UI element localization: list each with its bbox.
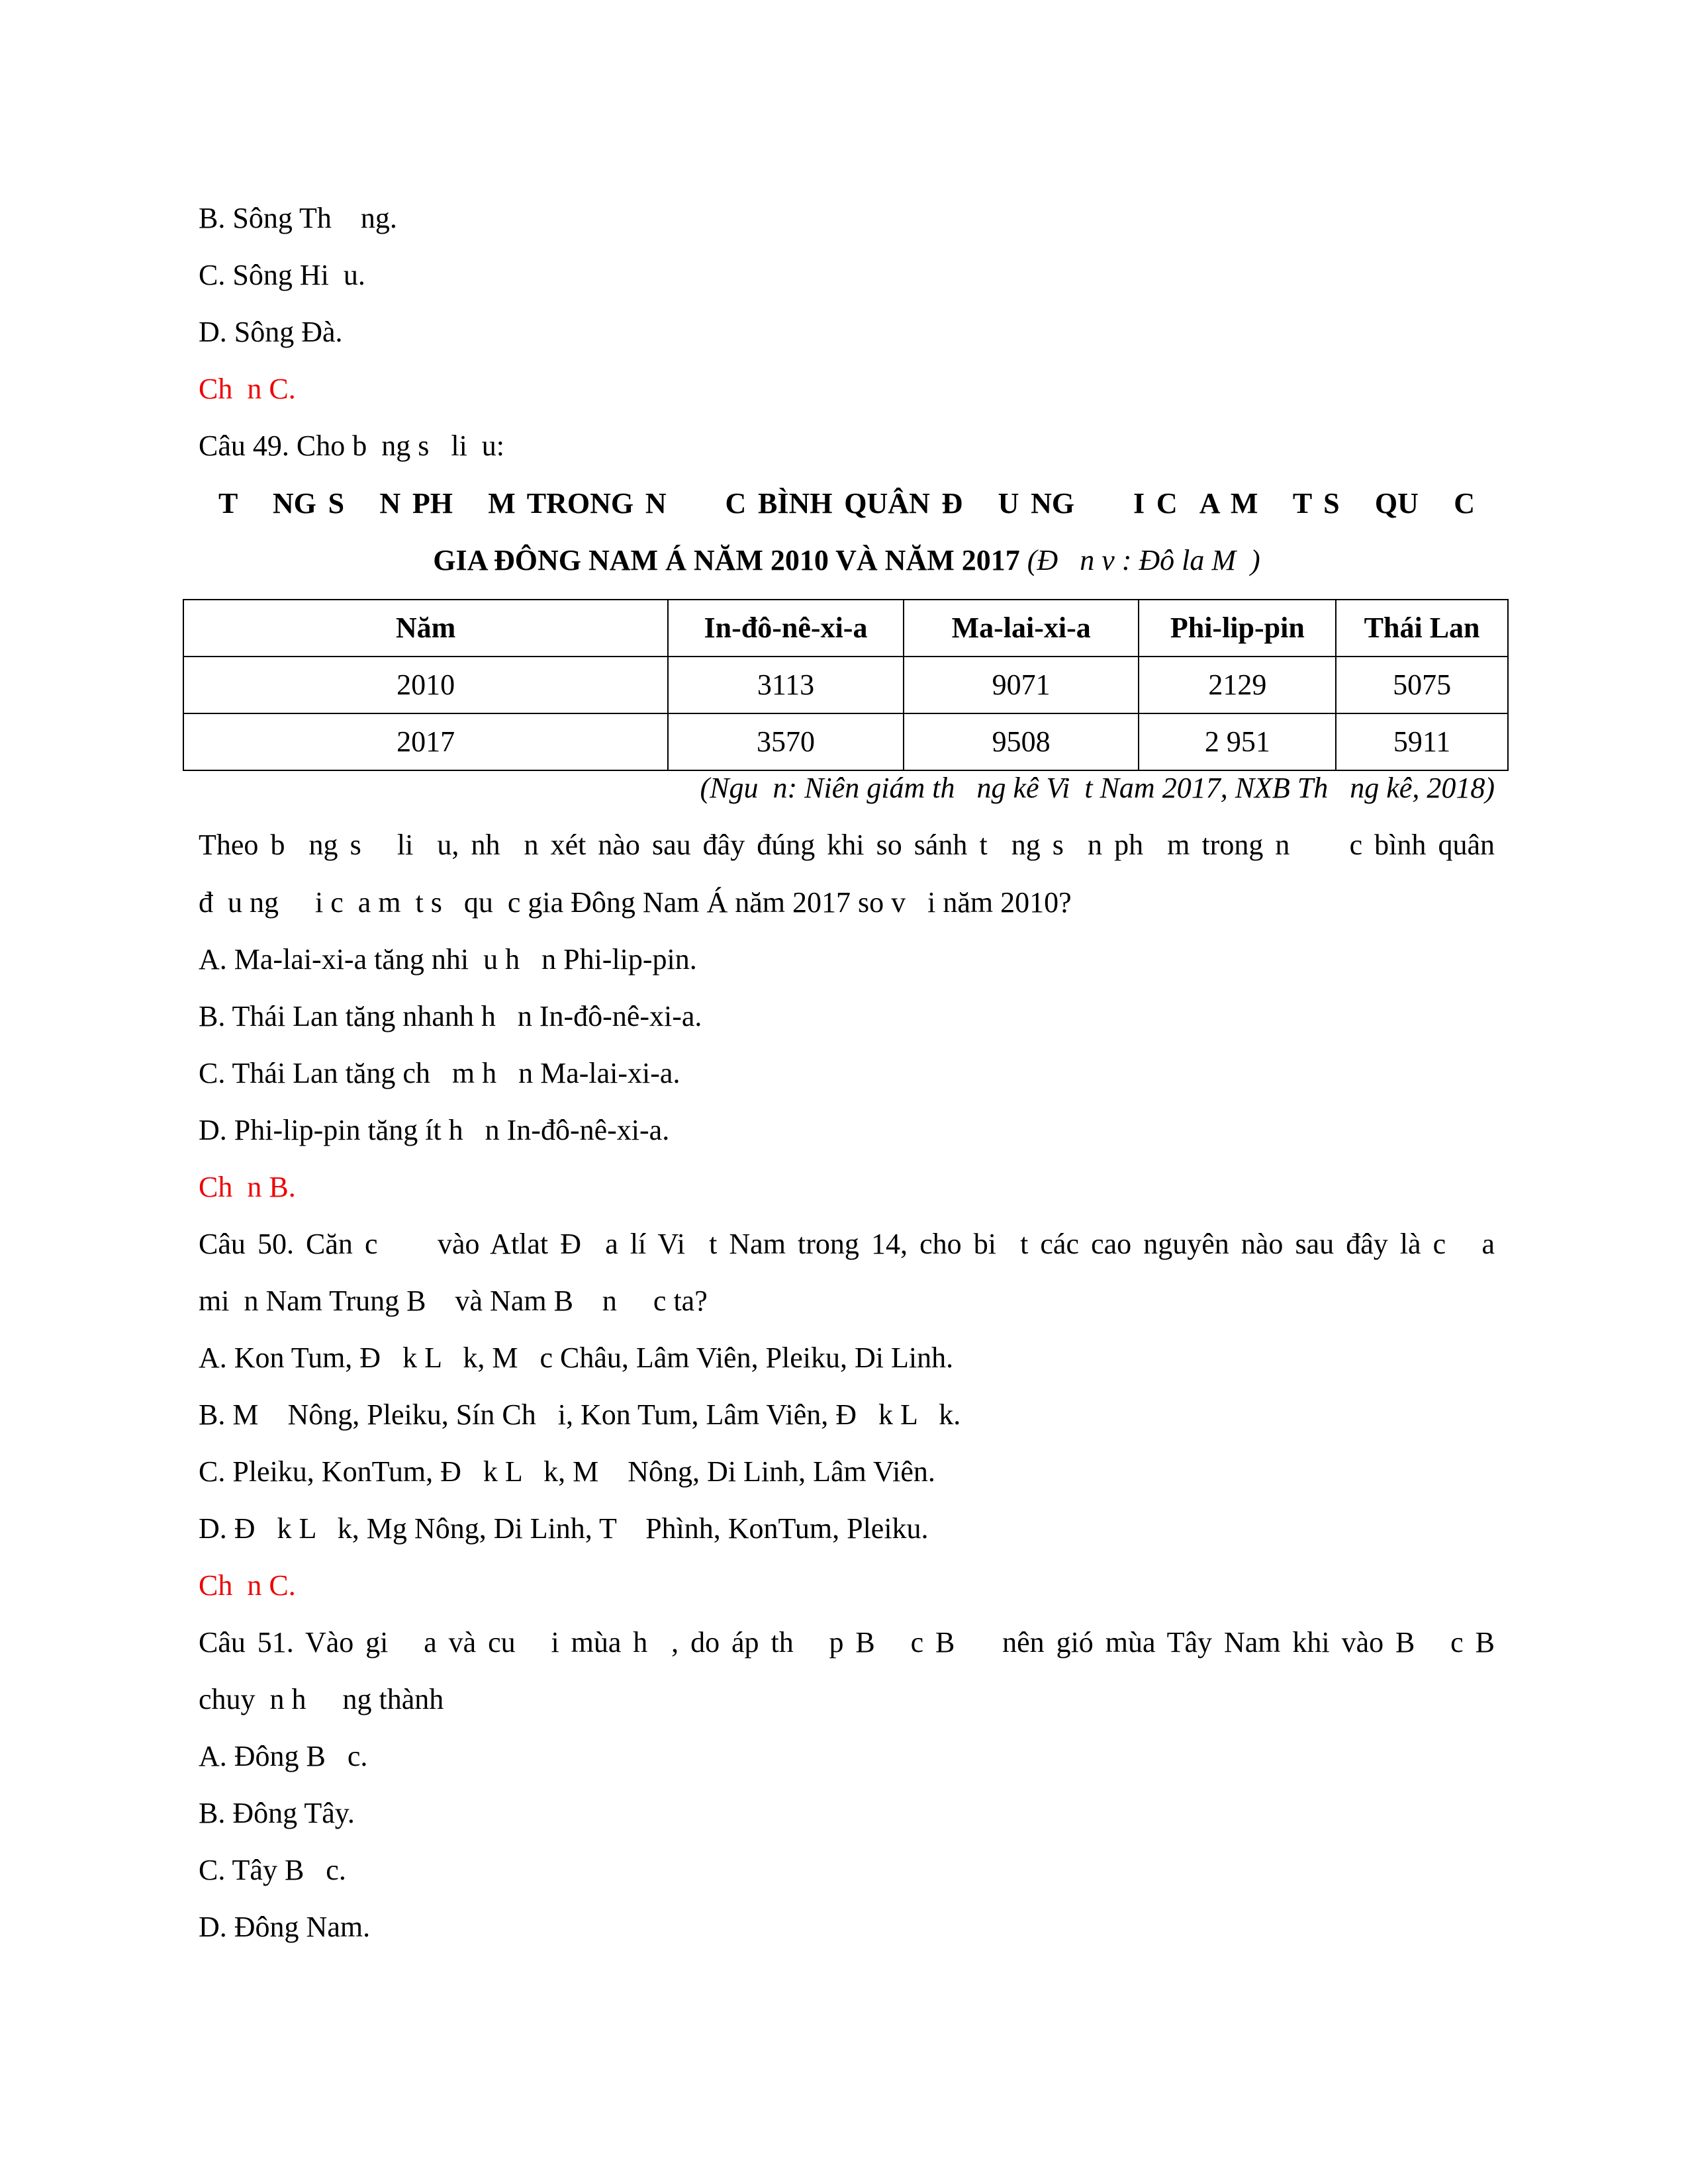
q50-option-b: B. M Nông, Pleiku, Sín Ch i, Kon Tum, Lâm Viên, Đ k L k. <box>199 1398 961 1431</box>
header-malaysia: Ma-lai-xi-a <box>904 600 1139 657</box>
q49-option-d: D. Phi-lip-pin tăng ít h n In-đô-nê-xi-a. <box>199 1114 670 1146</box>
header-philippines: Phi-lip-pin <box>1139 600 1336 657</box>
question-49-text-line-1: Theo b ng s li u, nh n xét nào sau đây đúng khi so sánh t ng s n ph m trong n c bình quân <box>199 829 1495 861</box>
question-49-intro: Câu 49. Cho b ng s li u: <box>199 430 505 462</box>
table-source: (Ngu n: Niên giám th ng kê Vi t Nam 2017, NXB Th ng kê, 2018) <box>700 772 1495 804</box>
table-cell: 3570 <box>668 713 904 770</box>
table-title-text: GIA ĐÔNG NAM Á NĂM 2010 VÀ NĂM 2017 <box>433 544 1020 576</box>
table-cell: 5075 <box>1336 657 1508 713</box>
q49-option-b: B. Thái Lan tăng nhanh h n In-đô-nê-xi-a. <box>199 1000 702 1032</box>
table-title-line-2 <box>199 542 1495 579</box>
table-cell: 2010 <box>183 657 668 713</box>
q51-option-c: C. Tây B c. <box>199 1854 346 1886</box>
table-row <box>183 713 1508 770</box>
prev-option-b: B. Sông Th ng. <box>199 202 397 234</box>
answer-50: Ch n C. <box>199 1569 296 1602</box>
question-50-line-1: Câu 50. Căn c vào Atlat Đ a lí Vi t Nam trong 14, cho bi t các cao nguyên nào sau đây là c a <box>199 1228 1495 1260</box>
header-thailand: Thái Lan <box>1336 600 1508 657</box>
table-header-row <box>183 600 1508 657</box>
q50-option-d: D. Đ k L k, Mg Nông, Di Linh, T Phình, KonTum, Pleiku. <box>199 1512 929 1545</box>
table-cell: 3113 <box>668 657 904 713</box>
table-cell: 9071 <box>904 657 1139 713</box>
table-unit: (Đ n v : Đô la M ) <box>1027 544 1260 576</box>
answer-48: Ch n C. <box>199 373 296 405</box>
header-indonesia: In-đô-nê-xi-a <box>668 600 904 657</box>
q51-option-d: D. Đông Nam. <box>199 1911 371 1943</box>
prev-option-c: C. Sông Hi u. <box>199 259 365 291</box>
question-51-line-2: chuy n h ng thành <box>199 1683 444 1715</box>
table-cell: 2129 <box>1139 657 1336 713</box>
answer-49: Ch n B. <box>199 1171 296 1203</box>
table-cell: 2017 <box>183 713 668 770</box>
question-51-line-1: Câu 51. Vào gi a và cu i mùa h , do áp th p B c B nên gió mùa Tây Nam khi vào B c B <box>199 1626 1495 1659</box>
header-year: Năm <box>183 600 668 657</box>
table-row <box>183 657 1508 713</box>
table-title-line-1: T NG S N PH M TRONG N C BÌNH QUÂN Đ U NG I C A M T S QU C <box>218 487 1475 520</box>
prev-option-d: D. Sông Đà. <box>199 316 343 348</box>
table-cell: 2 951 <box>1139 713 1336 770</box>
table-cell: 9508 <box>904 713 1139 770</box>
q50-option-c: C. Pleiku, KonTum, Đ k L k, M Nông, Di Linh, Lâm Viên. <box>199 1455 935 1488</box>
q49-option-c: C. Thái Lan tăng ch m h n Ma-lai-xi-a. <box>199 1057 680 1089</box>
q51-option-b: B. Đông Tây. <box>199 1797 355 1829</box>
question-50-line-2: mi n Nam Trung B và Nam B n c ta? <box>199 1285 708 1317</box>
question-49-text-line-2: đ u ng i c a m t s qu c gia Đông Nam Á năm 2017 so v i năm 2010? <box>199 886 1072 919</box>
q51-option-a: A. Đông B c. <box>199 1740 368 1772</box>
table-cell: 5911 <box>1336 713 1508 770</box>
data-table <box>183 599 1509 771</box>
q49-option-a: A. Ma-lai-xi-a tăng nhi u h n Phi-lip-pin. <box>199 943 697 976</box>
q50-option-a: A. Kon Tum, Đ k L k, M c Châu, Lâm Viên, Pleiku, Di Linh. <box>199 1342 954 1374</box>
